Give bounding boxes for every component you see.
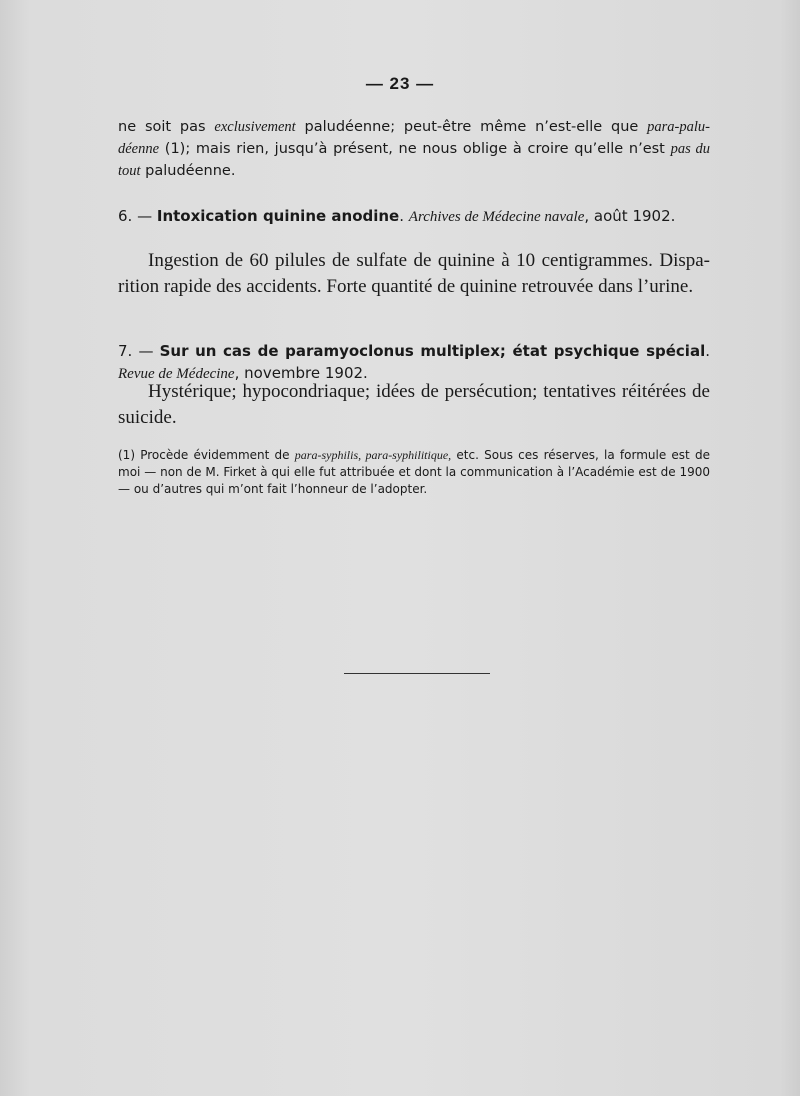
- journal-name: Archives de Médecine navale: [408, 209, 585, 225]
- item-number: 6. —: [118, 207, 157, 225]
- separator: .: [399, 207, 409, 225]
- text: (1) Procède évidemment de: [118, 448, 295, 462]
- text: (1); mais rien, jusqu’à présent, ne nous oblige à croire qu’elle n’est: [159, 141, 671, 157]
- italic-text: exclusivement: [214, 119, 296, 135]
- summary-text: Hystérique; hypocondriaque; idées de persécution; tentatives réitérées de suicide.: [118, 381, 710, 428]
- footnote: [118, 447, 710, 498]
- end-rule: [344, 673, 490, 674]
- item-title: Intoxication quinine anodine: [156, 207, 400, 225]
- text: paludéenne; peut-être même n’est-elle que: [295, 119, 648, 135]
- item-title: Sur un cas de paramyoclonus multiplex; état psychique spécial: [159, 342, 706, 360]
- text: paludéenne.: [140, 163, 236, 179]
- page-number: — 23 —: [365, 74, 435, 93]
- publication-date: , novembre 1902.: [234, 364, 368, 382]
- summary-paragraph-6: [118, 248, 710, 300]
- separator: .: [705, 342, 710, 360]
- italic-text: pas du tout: [118, 141, 710, 179]
- publication-date: , août 1902.: [584, 207, 676, 225]
- italic-text: para-palu-déenne: [118, 119, 710, 157]
- text: etc. Sous ces réserves, la formule est de moi — non de M. Firket à qui elle fut attribuée et dont la communication à l’Académie est de 1900 — ou d’autres qui m’ont fait l’honneur de l’adopter.: [118, 448, 710, 496]
- paragraph-continuation: [118, 116, 710, 182]
- text: ne soit pas: [118, 119, 215, 135]
- italic-text: para-syphilis, para-syphilitique,: [294, 448, 452, 462]
- item-number: 7. —: [118, 342, 160, 360]
- bibliography-item-6: [118, 205, 710, 228]
- summary-text: Ingestion de 60 pilules de sulfate de quinine à 10 centigrammes. Dispa-rition rapide des accidents. Forte quantité de quinine retrouvée dans l’urine.: [118, 250, 710, 297]
- summary-paragraph-7: [118, 379, 710, 431]
- journal-name: Revue de Médecine: [118, 366, 235, 382]
